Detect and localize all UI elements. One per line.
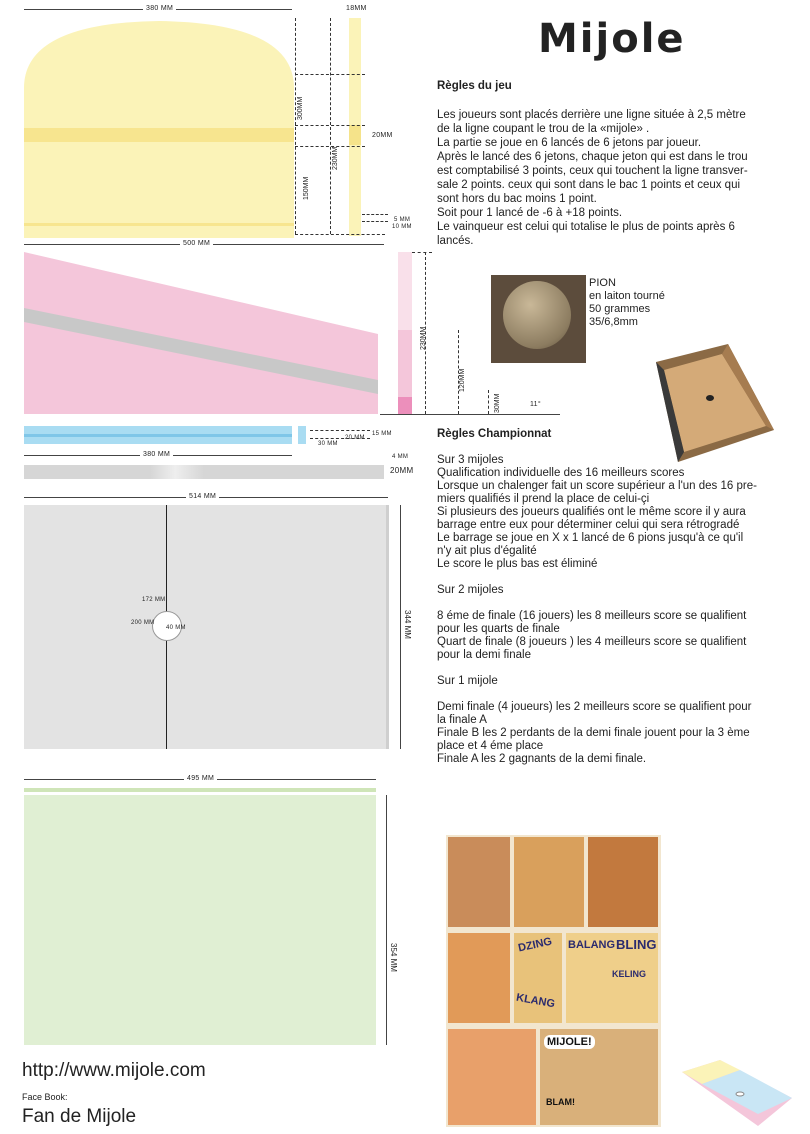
comic-word: DZING <box>517 935 554 955</box>
champ-line: pour les quarts de finale <box>437 623 560 635</box>
rules-line: sale 2 points. ceux qui sont dans le bac 1 points et ceux qui <box>437 179 741 191</box>
dim-label-rail-30: 30 MM <box>318 441 338 447</box>
comic-word: BLAM! <box>546 1097 575 1107</box>
dim-label-rail-20b: 20MM <box>390 466 414 475</box>
dim-label-5: 5 MM <box>394 217 411 223</box>
champ-spacer <box>437 662 802 675</box>
comic-word: KELING <box>612 969 647 979</box>
dim-label-172: 172 MM <box>142 597 166 603</box>
baseline <box>380 414 560 415</box>
website-url[interactable]: http://www.mijole.com <box>22 1060 206 1081</box>
pion-line: 35/6,8mm <box>589 316 638 328</box>
dim-dash-h3 <box>295 146 365 147</box>
champ-line: Finale B les 2 perdants de la demi finale jouent pour la 3 ème <box>437 727 750 739</box>
rules-section <box>437 80 797 248</box>
champ-line: Sur 3 mijoles <box>437 454 504 466</box>
champ-line: Lorsque un chalenger fait un score supérieur a l'un des 16 pre- <box>437 480 757 492</box>
champ-spacer <box>437 571 802 584</box>
dim-dash-v1 <box>295 18 296 234</box>
blue-rail-stripe <box>24 434 292 437</box>
comic-panel <box>588 837 658 927</box>
grey-bar <box>24 465 384 479</box>
pion-coin-icon <box>503 281 571 349</box>
dim-dash-rail-1 <box>310 430 370 431</box>
champ-line: place et 4 éme place <box>437 740 544 752</box>
dim-label-rail-15: 15 MM <box>372 431 392 437</box>
dim-dash-top <box>412 252 432 253</box>
green-board <box>24 795 376 1045</box>
blue-rail-end <box>298 426 306 444</box>
rules-line: Soit pour 1 lancé de -6 à +18 points. <box>437 207 623 219</box>
rules-line: Les joueurs sont placés derrière une ligne située à 2,5 mètre <box>437 109 746 121</box>
yellow-side-band <box>349 125 361 145</box>
championnat-section <box>437 428 802 766</box>
dim-dash-h2 <box>295 125 365 126</box>
champ-line: la finale A <box>437 714 487 726</box>
rules-body <box>437 108 797 248</box>
dim-dash-h4 <box>295 234 385 235</box>
dim-label-120: 120MM <box>459 368 466 392</box>
dim-label-rail-4: 4 MM <box>392 454 409 460</box>
champ-line: n'y ait plus d'égalité <box>437 545 537 557</box>
grey-base-board <box>24 505 389 749</box>
dim-arrow-344 <box>400 505 401 749</box>
champ-line: Quart de finale (8 joueurs ) les 4 meilleurs score se qualifient <box>437 636 747 648</box>
dim-label-40: 40 MM <box>166 625 186 631</box>
pion-line: 50 grammes <box>589 303 651 315</box>
dim-label-angle: 11° <box>530 401 541 408</box>
facebook-label: Face Book: <box>22 1092 68 1102</box>
dim-label-20: 20MM <box>372 132 393 139</box>
dim-label-200: 200 MM <box>131 620 155 626</box>
dim-label-380: 380 MM <box>143 5 176 12</box>
dim-label-rail-20: 20 MM <box>345 435 365 441</box>
dim-label-514: 514 MM <box>186 493 219 500</box>
champ-line: Sur 2 mijoles <box>437 584 504 596</box>
dim-label-side-230: 230MM <box>420 326 427 350</box>
dim-label-344: 344 MM <box>403 610 412 639</box>
dim-dash-h1 <box>295 74 365 75</box>
dim-label-495: 495 MM <box>184 775 217 782</box>
comic-panel <box>448 837 510 927</box>
dim-label-354: 354 MM <box>389 943 398 972</box>
champ-line: 8 éme de finale (16 jouers) les 8 meilleurs score se qualifient <box>437 610 747 622</box>
dim-label-rail-380: 380 MM <box>140 451 173 458</box>
dim-dash-30 <box>488 390 489 414</box>
champ-line: Demi finale (4 joueurs) les 2 meilleurs score se qualifient pour <box>437 701 752 713</box>
mijole-logo: Mijole <box>538 16 686 62</box>
comic-strip <box>446 835 661 1127</box>
pion-text <box>589 277 665 329</box>
champ-spacer <box>437 597 802 610</box>
comic-panel <box>448 933 510 1023</box>
comic-word: MIJOLE! <box>544 1035 595 1049</box>
yellow-arch-shape <box>24 18 294 238</box>
comic-word: BALANG <box>568 939 616 951</box>
facebook-page-name[interactable]: Fan de Mijole <box>22 1106 137 1127</box>
dim-label-230: 230MM <box>332 146 339 170</box>
dim-label-300: 300MM <box>297 96 304 120</box>
dim-label-30: 30MM <box>494 393 501 413</box>
rules-line: est comptabilisé 3 points, ceux qui touchent la ligne transver- <box>437 165 748 177</box>
champ-line: miers qualifiés il prend la place de celui-çi <box>437 493 650 505</box>
dim-label-150: 150MM <box>303 176 310 200</box>
champ-line: Qualification individuelle des 16 meilleurs scores <box>437 467 685 479</box>
green-edge <box>24 788 376 792</box>
dim-dash-h5 <box>362 214 388 215</box>
mijole-3d-sketch <box>680 1058 795 1130</box>
dim-dash-h6 <box>362 221 388 222</box>
comic-word: KLANG <box>515 991 556 1011</box>
championnat-body <box>437 454 802 766</box>
champ-line: Finale A les 2 gagnants de la demi finale. <box>437 753 647 765</box>
champ-line: Si plusieurs des joueurs qualifiés ont le même score il y aura <box>437 506 746 518</box>
champ-line: barrage entre eux pour déterminer celui qui sera rétrogradé <box>437 519 740 531</box>
pion-line: PION <box>589 277 616 289</box>
dim-label-18: 18MM <box>346 5 367 12</box>
comic-panel <box>514 837 584 927</box>
championnat-title: Règles Championnat <box>437 428 552 440</box>
comic-panel <box>448 1029 536 1125</box>
comic-word: BLING <box>616 937 657 952</box>
champ-line: Le score le plus bas est éliminé <box>437 558 598 570</box>
rules-line: sont hors du bac moins 1 point. <box>437 193 597 205</box>
rules-line: Le vainqueur est celui qui totalise le plus de points après 6 <box>437 221 735 233</box>
dim-label-10: 10 MM <box>392 224 412 230</box>
rules-line: Après le lancé des 6 jetons, chaque jeton qui est dans le trou <box>437 151 748 163</box>
dim-dash-v2 <box>330 18 331 234</box>
dim-arrow-354 <box>386 795 387 1045</box>
champ-spacer <box>437 688 802 701</box>
champ-line: Sur 1 mijole <box>437 675 498 687</box>
rules-line: de la ligne coupant le trou de la «mijole» . <box>437 123 650 135</box>
dim-label-500: 500 MM <box>180 240 213 247</box>
champ-line: Le barrage se joue en X x 1 lancé de 6 pions jusqu'à ce qu'il <box>437 532 744 544</box>
pink-wedge-shape <box>24 252 444 422</box>
rules-title: Règles du jeu <box>437 80 512 92</box>
pion-line: en laiton tourné <box>589 290 665 302</box>
dim-dash-rail-2 <box>310 438 370 439</box>
rules-line: La partie se joue en 6 lancés de 6 jetons par joueur. <box>437 137 702 149</box>
rules-line: lancés. <box>437 235 474 247</box>
pion-photo <box>491 275 586 363</box>
champ-line: pour la demi finale <box>437 649 531 661</box>
